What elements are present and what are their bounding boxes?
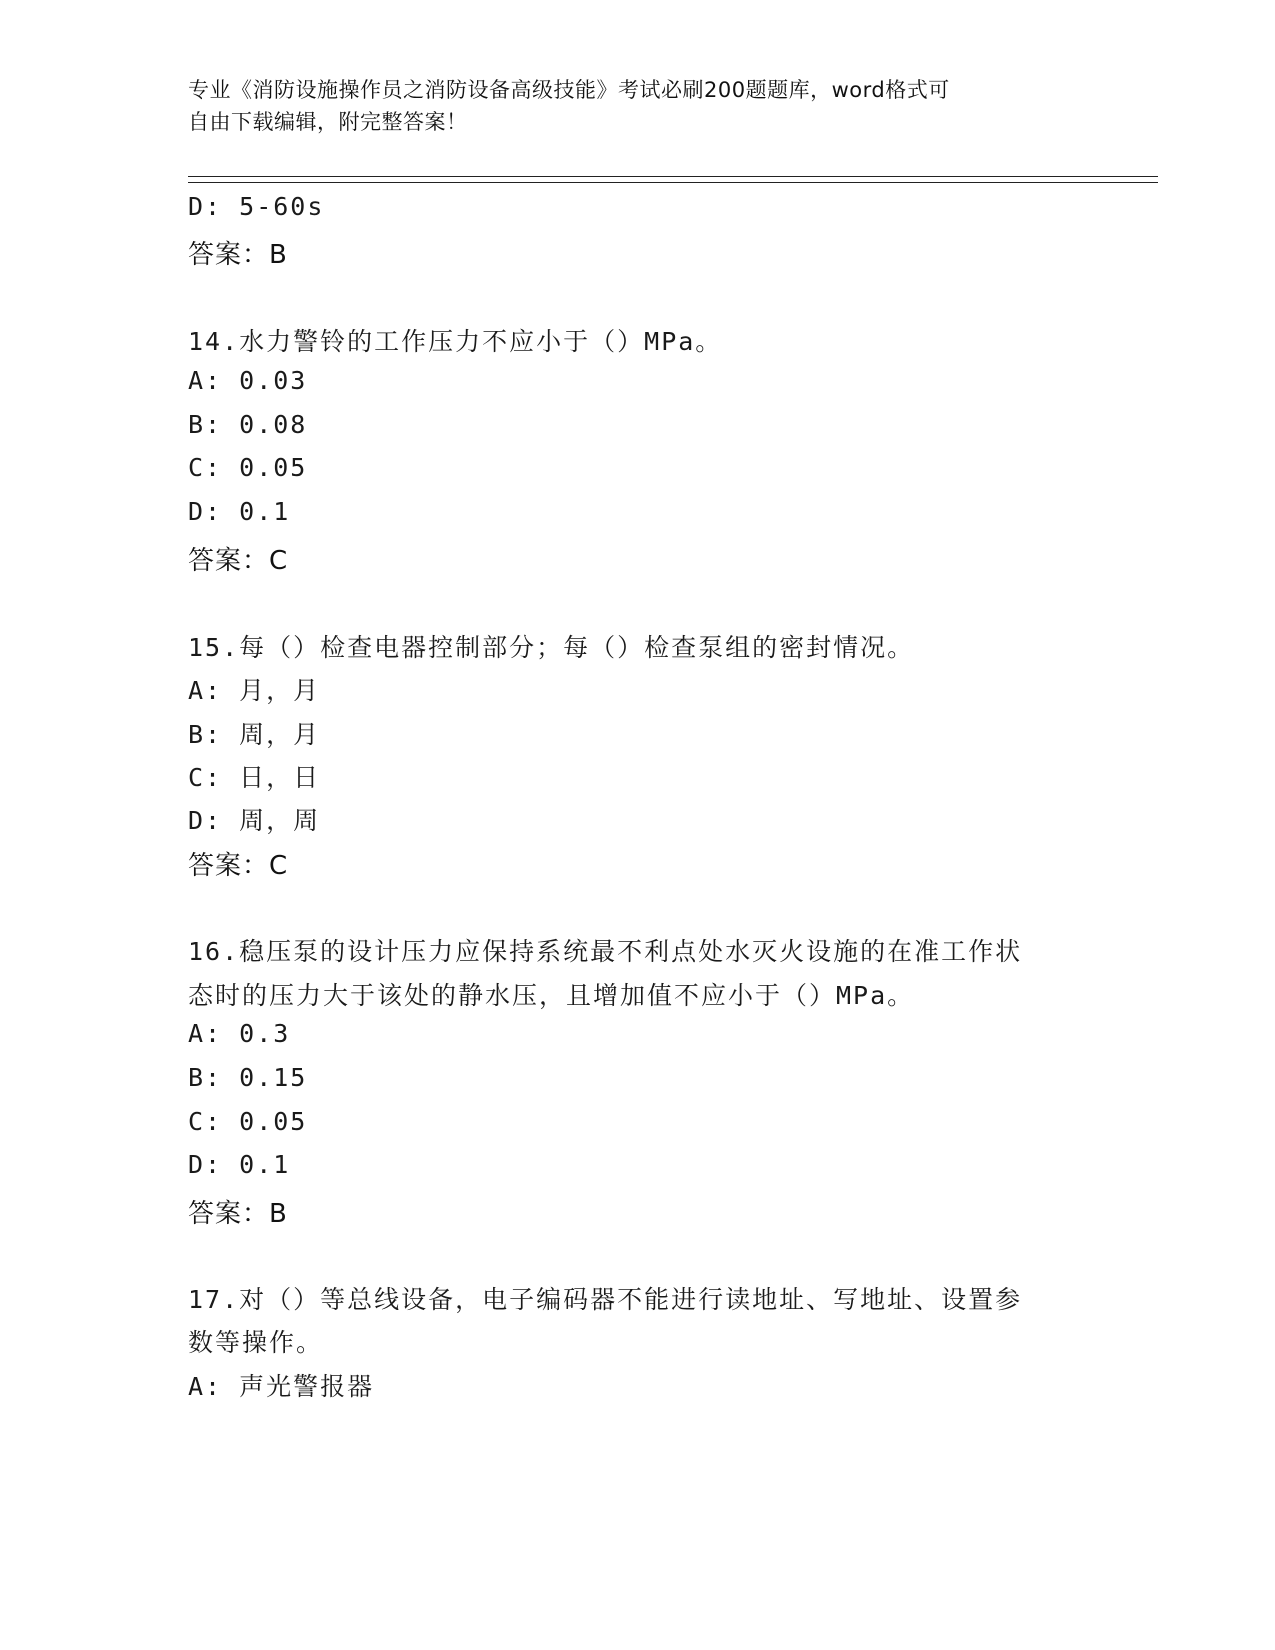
q17-option-a: A: 声光警报器	[188, 1372, 375, 1401]
prev-answer: 答案：B	[188, 240, 288, 270]
header-divider-bottom	[188, 182, 1158, 183]
q15-option-a: A: 月，月	[188, 676, 321, 705]
q16-answer: 答案：B	[188, 1199, 288, 1229]
q14-option-a: A: 0.03	[188, 366, 308, 395]
q14-option-d: D: 0.1	[188, 497, 291, 526]
q14-answer: 答案：C	[188, 546, 289, 576]
header-line-1: 专业《消防设施操作员之消防设备高级技能》考试必刷200题题库，word格式可	[188, 78, 950, 102]
prev-option-d: D: 5-60s	[188, 192, 325, 221]
q16-stem-line-1: 16.稳压泵的设计压力应保持系统最不利点处水灭火设施的在准工作状	[188, 937, 1023, 966]
q16-stem-line-2: 态时的压力大于该处的静水压，且增加值不应小于（）MPa。	[188, 981, 915, 1010]
q15-option-d: D: 周，周	[188, 806, 321, 835]
q17-stem-line-2: 数等操作。	[188, 1328, 324, 1357]
q17-stem-line-1: 17.对（）等总线设备，电子编码器不能进行读地址、写地址、设置参	[188, 1285, 1023, 1314]
q16-option-b: B: 0.15	[188, 1063, 308, 1092]
header-divider-top	[188, 176, 1158, 177]
q14-option-b: B: 0.08	[188, 410, 308, 439]
q16-option-d: D: 0.1	[188, 1150, 291, 1179]
q16-option-c: C: 0.05	[188, 1107, 308, 1136]
header-line-2: 自由下载编辑，附完整答案！	[188, 110, 468, 134]
q15-option-b: B: 周，月	[188, 720, 321, 749]
q15-stem-line-1: 15.每（）检查电器控制部分；每（）检查泵组的密封情况。	[188, 633, 915, 662]
q14-stem-line-1: 14.水力警铃的工作压力不应小于（）MPa。	[188, 327, 723, 356]
document-header	[188, 74, 1068, 138]
q15-option-c: C: 日，日	[188, 763, 321, 792]
q14-option-c: C: 0.05	[188, 453, 308, 482]
q16-option-a: A: 0.3	[188, 1019, 291, 1048]
q15-answer: 答案：C	[188, 851, 289, 881]
